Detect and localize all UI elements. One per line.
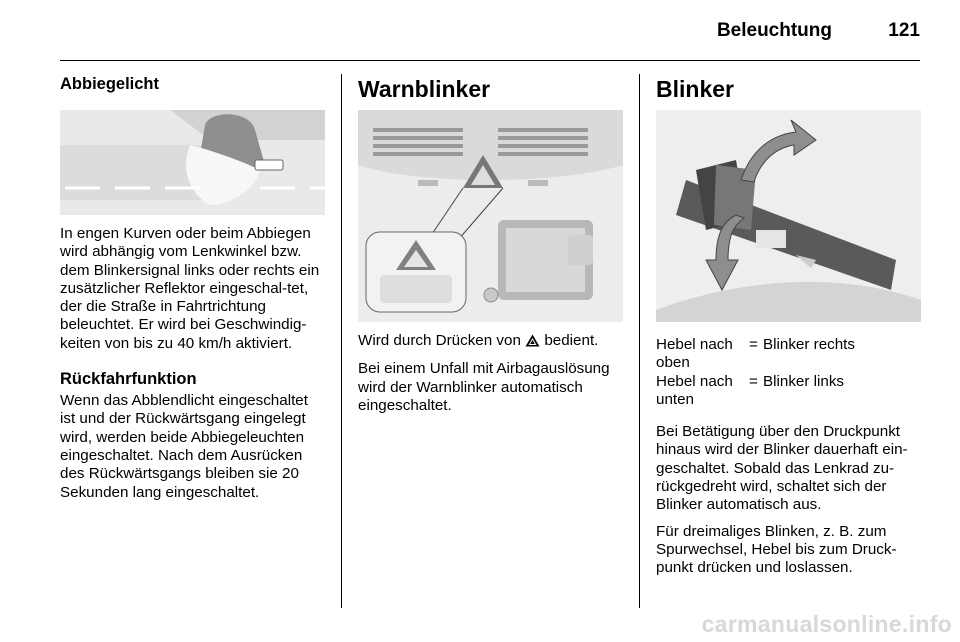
section-heading: Abbiegelicht	[60, 75, 160, 93]
text-fragment: Wird durch Drücken von	[358, 332, 526, 349]
text-fragment: bedient.	[540, 332, 599, 349]
body-paragraph: Bei einem Unfall mit Airbagauslösung wird der Warnblinker automatisch eingeschaltet.	[358, 360, 610, 414]
table-cell-function: Blinker rechts	[763, 336, 856, 353]
body-paragraph	[358, 332, 623, 352]
column-divider	[639, 74, 640, 608]
body-paragraph: In engen Kurven oder beim Abbiegen wird abhängig vom Lenkwinkel bzw. dem Blinkersignal links oder rechts ein zusätzlicher Reflektor eingeschal-tet, der die Straße in Fahrtrichtung beleuchtet. Er wird bei Geschwindig-keiten von bis zu 40 km/h aktiviert.	[60, 225, 320, 352]
column-blinker	[656, 74, 921, 578]
page-header-title: Beleuchtung	[716, 20, 832, 41]
column-abbiegelicht	[60, 74, 325, 502]
column-warnblinker	[358, 74, 623, 415]
body-paragraph: Bei Betätigung über den Druckpunkt hinaus wird der Blinker dauerhaft ein-geschaltet. Sobald das Lenkrad zu-rückgedreht wird, schaltet sich der Blinker automatisch aus.	[656, 423, 908, 514]
hazard-warning-triangle-icon	[525, 334, 540, 352]
column-divider	[341, 74, 342, 608]
lever-function-table	[656, 336, 921, 409]
subsection-heading: Rückfahrfunktion	[60, 370, 197, 389]
page-number: 121	[888, 20, 920, 41]
table-row	[656, 336, 921, 373]
table-row	[656, 373, 921, 410]
section-heading: Warnblinker	[358, 76, 491, 102]
table-cell-equals: =	[749, 336, 758, 353]
table-cell-function: Blinker links	[763, 372, 845, 390]
cornering-light-illustration	[60, 110, 325, 215]
table-cell-position: Hebel nach oben	[656, 336, 733, 372]
body-paragraph: Wenn das Abblendlicht eingeschaltet ist und der Rückwärtsgang eingelegt wird, werden beide Abbiegeleuchten eingeschaltet. Nach dem Ausrücken des Rückwärtsgangs bleiben sie 20 Sekunden lang eingeschaltet.	[60, 392, 308, 501]
turn-signal-lever-illustration	[656, 110, 921, 322]
table-cell-equals: =	[749, 372, 758, 390]
header-rule	[60, 60, 920, 61]
table-cell-position: Hebel nach unten	[656, 372, 733, 408]
section-heading: Blinker	[656, 76, 734, 102]
watermark: carmanualsonline.info	[701, 611, 952, 637]
hazard-switch-illustration	[358, 110, 623, 322]
body-paragraph: Für dreimaliges Blinken, z. B. zum Spurwechsel, Hebel bis zum Druck-punkt drücken und loslassen.	[656, 522, 897, 577]
